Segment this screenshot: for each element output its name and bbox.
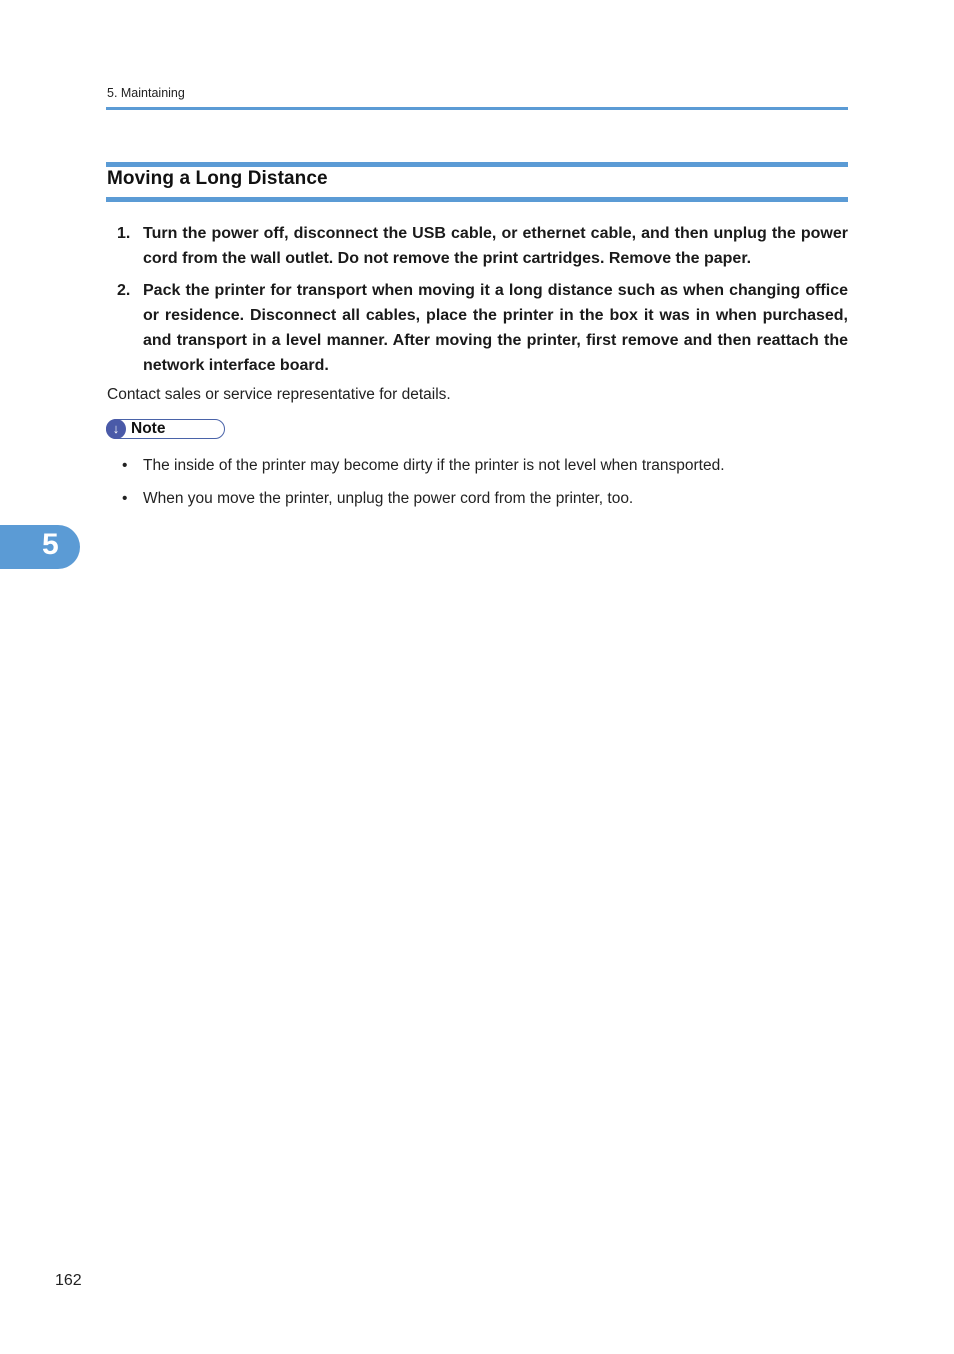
step-item: [106, 221, 848, 271]
contact-text: Contact sales or service representative for details.: [107, 386, 451, 403]
chapter-tab: [0, 525, 80, 569]
page-number: 162: [55, 1272, 82, 1289]
procedure-steps: [106, 221, 848, 385]
step-text: Turn the power off, disconnect the USB cable, or ethernet cable, and then unplug the power cord from the wall outlet. Do not remove the print cartridges. Remove the paper.: [143, 225, 848, 267]
step-text: Pack the printer for transport when moving it a long distance such as when changing office or residence. Disconnect all cables, place the printer in the box it was in when purchased, and transport in a level manner. After moving the printer, first remove and then reattach the network interface board.: [143, 282, 848, 374]
chapter-number: 5: [42, 528, 59, 561]
note-item: [106, 487, 848, 511]
step-number: 2.: [117, 282, 131, 299]
step-number: 1.: [117, 225, 131, 242]
note-label: Note: [131, 420, 166, 437]
step-item: [106, 278, 848, 378]
section-title: Moving a Long Distance: [107, 168, 328, 189]
note-text: When you move the printer, unplug the power cord from the printer, too.: [143, 490, 634, 507]
section-rule-bottom: [106, 197, 848, 202]
note-text: The inside of the printer may become dirty if the printer is not level when transported.: [143, 457, 725, 474]
bullet-icon: •: [122, 457, 128, 474]
section-rule-top: [106, 162, 848, 167]
note-item: [106, 454, 848, 478]
note-list: [106, 454, 848, 520]
note-badge: [106, 419, 225, 439]
running-head: 5. Maintaining: [107, 86, 185, 100]
down-arrow-icon: ↓: [106, 419, 126, 439]
header-rule: [106, 107, 848, 110]
bullet-icon: •: [122, 490, 128, 507]
